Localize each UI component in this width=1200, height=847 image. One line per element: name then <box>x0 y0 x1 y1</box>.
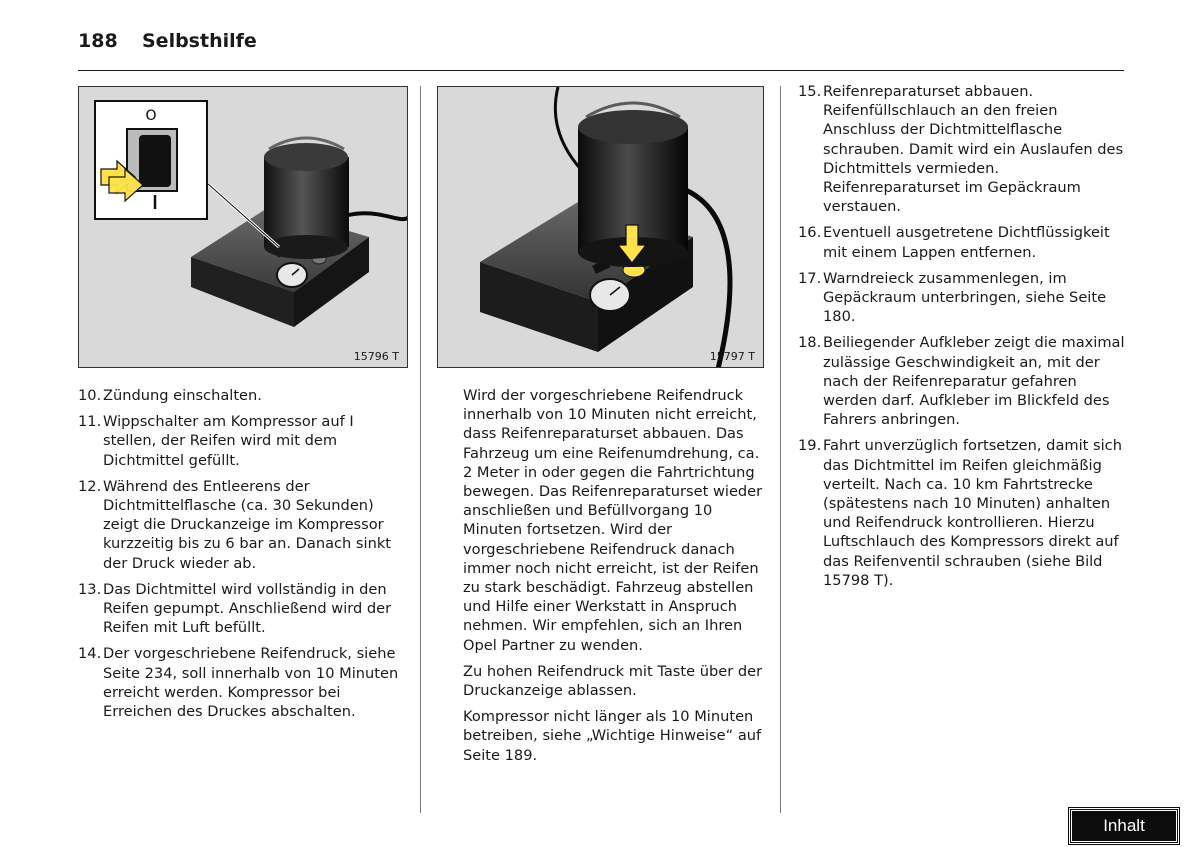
column-left <box>78 386 403 728</box>
list-item: 18. Beiliegender Aufkleber zeigt die maximal zulässige Geschwindigkeit an, mit der nach der Reifenreparatur gefahren werden darf. Aufkleber im Blickfeld des Fahrers anbringen. <box>798 334 1125 429</box>
inhalt-button[interactable]: Inhalt <box>1069 808 1179 844</box>
page-number: 188 <box>78 30 118 52</box>
figure-code: 15797 T <box>709 350 755 363</box>
figure-code: 15796 T <box>353 350 399 363</box>
column-right <box>798 82 1126 597</box>
column-middle <box>463 386 765 772</box>
compressor-switch-illustration <box>79 87 408 368</box>
list-item: 17. Warndreieck zusammenlegen, im Gepäckraum unterbringen, siehe Seite 180. <box>798 269 1107 326</box>
list-item: 13. Das Dichtmittel wird vollständig in den Reifen gepumpt. Anschließend wird der Reifen mit Luft befüllt. <box>78 580 392 637</box>
list-item: 11. Wippschalter am Kompressor auf I stellen, der Reifen wird mit dem Dichtmittel gefüllt. <box>78 413 354 469</box>
list-item: 12. Während des Entleerens der Dichtmittelflasche (ca. 30 Sekunden) zeigt die Druckanzeige im Kompressor kurzzeitig bis zu 6 bar an. Danach sinkt der Druck wieder ab. <box>78 477 391 572</box>
paragraph: Kompressor nicht länger als 10 Minuten betreiben, siehe „Wichtige Hinweise“ auf Seite 189. <box>463 708 762 764</box>
column-divider <box>420 86 421 813</box>
list-item: 10. Zündung einschalten. <box>78 387 262 404</box>
list-item: 16. Eventuell ausgetretene Dichtflüssigkeit mit einem Lappen entfernen. <box>798 224 1110 261</box>
paragraph: Zu hohen Reifendruck mit Taste über der Druckanzeige ablassen. <box>463 662 763 700</box>
figure-compressor-switch <box>78 86 408 368</box>
list-item: 19. Fahrt unverzüglich fortsetzen, damit sich das Dichtmittel im Reifen gleichmäßig verteilt. Nach ca. 10 km Fahrtstrecke (spätestens nach 10 Minuten) anhalten und Reifendruck kontrollieren. Hierzu Luftschlauch des Kompressors direkt auf das Reifenventil schrauben (siehe Bild 15798 T). <box>798 437 1122 589</box>
page-title: Selbsthilfe <box>142 30 257 52</box>
paragraph: Wird der vorgeschriebene Reifendruck innerhalb von 10 Minuten nicht erreicht, dass Reifenreparaturset abbauen. Das Fahrzeug um eine Reifenumdrehung, ca. 2 Meter in oder gegen die Fahrtrichtung bewegen. Das Reifenreparaturset wieder anschließen und Befüllvorgang 10 Minuten fortsetzen. Wird der vorgeschriebene Reifendruck danach immer noch nicht erreicht, ist der Reifen zu stark beschädigt. Fahrzeug abstellen und Hilfe einer Werkstatt in Anspruch nehmen. Wir empfehlen, sich an Ihren Opel Partner zu wenden. <box>463 387 763 654</box>
figure-compressor-release <box>437 86 764 368</box>
switch-off-label: O <box>145 108 157 124</box>
page-header <box>78 30 1124 71</box>
list-item: 15. Reifenreparaturset abbauen. Reifenfüllschlauch an den freien Anschluss der Dichtmittelflasche schrauben. Damit wird ein Auslaufen des Dichtmittels vermieden. Reifenreparaturset im Gepäckraum verstauen. <box>798 83 1124 216</box>
compressor-pressure-release-illustration <box>438 87 764 368</box>
column-divider <box>780 86 781 813</box>
list-item: 14. Der vorgeschriebene Reifendruck, siehe Seite 234, soll innerhalb von 10 Minuten erreicht werden. Kompressor bei Erreichen des Druckes abschalten. <box>78 645 399 721</box>
